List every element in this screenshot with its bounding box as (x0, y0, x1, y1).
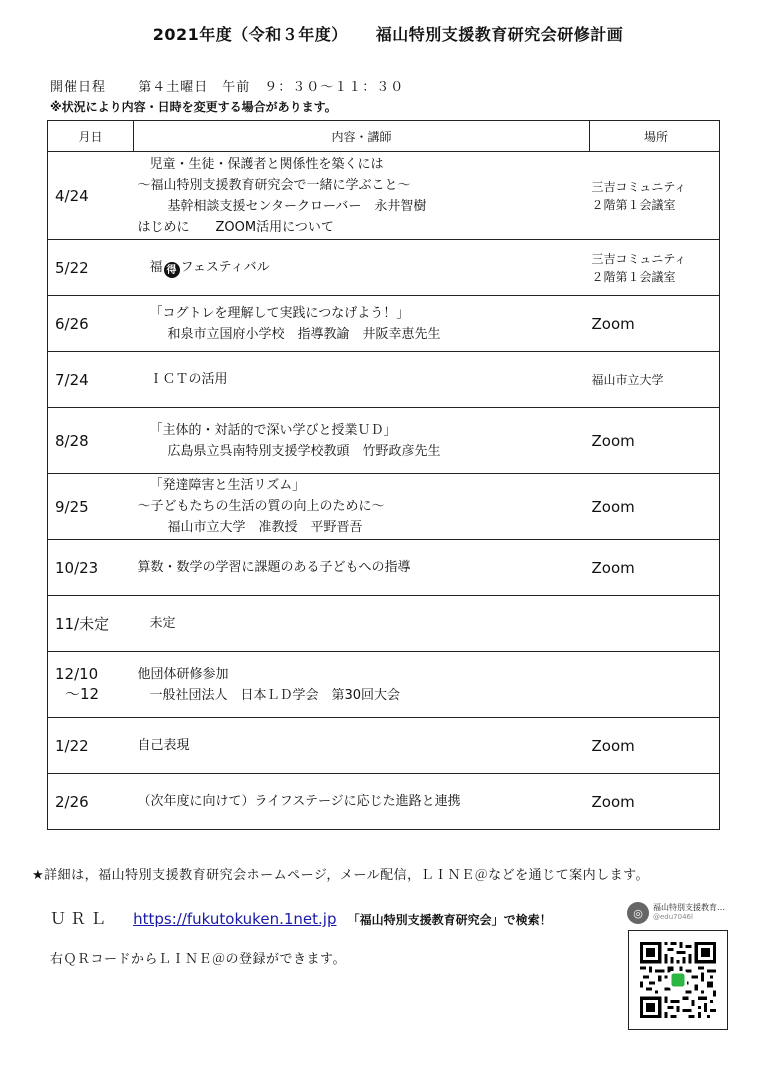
line-qr-code[interactable] (628, 930, 728, 1030)
row-date: 7/24 (48, 352, 134, 408)
page-title (0, 22, 776, 45)
row-place: 三吉コミュニティ ２階第１会議室 (590, 152, 720, 240)
row-content: 「発達障害と生活リズム」 ～子どもたちの生活の質の向上のために～ 福山市立大学 准教授 平野晋吾 (134, 474, 590, 540)
footer-note: ★詳細は，福山特別支援教育研究会ホームページ，メール配信，ＬＩＮＥ＠などを通じて案内します。 (32, 868, 650, 883)
row-content: 他団体研修参加 一般社団法人 日本ＬＤ学会 第30回大会 (134, 652, 590, 718)
row-content: 未定 (134, 596, 590, 652)
qr-code-icon (640, 942, 716, 1018)
row-date: 8/28 (48, 408, 134, 474)
row-content: 「主体的・対話的で深い学びと授業ＵＤ」 広島県立呉南特別支援学校教頭 竹野政彦先生 (134, 408, 590, 474)
row-content: 福 得 フェスティバル (134, 240, 590, 296)
row-date: 10/23 (48, 540, 134, 596)
row-place: Zoom (590, 474, 720, 540)
row-date: 5/22 (48, 240, 134, 296)
row-place: Zoom (590, 540, 720, 596)
table-row (48, 596, 720, 652)
row-place: Zoom (590, 718, 720, 774)
row-place (590, 652, 720, 718)
row-place: Zoom (590, 296, 720, 352)
table-row (48, 540, 720, 596)
table-header-row (48, 121, 720, 152)
row-date: 4/24 (48, 152, 134, 240)
avatar-icon: ◎ (627, 902, 649, 924)
row-place: Zoom (590, 408, 720, 474)
row-place: Zoom (590, 774, 720, 830)
row-content: 児童・生徒・保護者と関係性を築くには ～福山特別支援教育研究会で一緒に学ぶこと～ 基幹相談支援センタークローバー 永井智樹 はじめに ZOOM活用について (134, 152, 590, 240)
table-row (48, 474, 720, 540)
toku-mark-icon: 得 (164, 262, 180, 278)
header-place: 場所 (590, 121, 720, 152)
header-content: 内容・講師 (134, 121, 590, 152)
url-line (50, 906, 552, 929)
row-content: （次年度に向けて）ライフステージに応じた進路と連携 (134, 774, 590, 830)
row-date: 11/未定 (48, 596, 134, 652)
table-row (48, 774, 720, 830)
change-notice: ※状況により内容・日時を変更する場合があります。 (50, 100, 337, 114)
table-row (48, 408, 720, 474)
schedule-value: 第４土曜日 午前 ９：３０～１１：３０ (138, 80, 405, 95)
row-place: 福山市立大学 (590, 352, 720, 408)
row-content: 自己表現 (134, 718, 590, 774)
title-year: 2021年度（令和３年度） (152, 25, 348, 44)
line-account-name: 福山特別支援教育… (653, 903, 725, 912)
table-row (48, 296, 720, 352)
row-date: 12/10 ～12 (48, 652, 134, 718)
row-place: 三吉コミュニティ ２階第１会議室 (590, 240, 720, 296)
url-label: ＵＲＬ (50, 909, 111, 928)
row-date: 2/26 (48, 774, 134, 830)
row-place (590, 596, 720, 652)
training-plan-table (47, 120, 720, 830)
homepage-link[interactable]: https://fukutokuken.1net.jp (133, 910, 337, 928)
schedule-info (50, 76, 404, 95)
row-content: 「コグトレを理解して実践につなげよう！」 和泉市立国府小学校 指導教諭 井阪幸恵先生 (134, 296, 590, 352)
table-row (48, 352, 720, 408)
row-content: ＩＣＴの活用 (134, 352, 590, 408)
qr-caption: 右ＱＲコードからＬＩＮＥ＠の登録ができます。 (50, 952, 346, 967)
line-account-header (627, 900, 737, 926)
title-plan: 福山特別支援教育研究会研修計画 (375, 25, 624, 44)
table-row (48, 718, 720, 774)
table-row (48, 152, 720, 240)
table-row (48, 240, 720, 296)
row-date: 9/25 (48, 474, 134, 540)
row-date: 1/22 (48, 718, 134, 774)
row-date: 6/26 (48, 296, 134, 352)
row-content: 算数・数学の学習に課題のある子どもへの指導 (134, 540, 590, 596)
search-hint: 「福山特別支援教育研究会」で検索！ (347, 913, 552, 927)
schedule-label: 開催日程 (50, 80, 107, 95)
table-row (48, 652, 720, 718)
line-account-id: @edu7046l (653, 913, 693, 921)
header-date: 月日 (48, 121, 134, 152)
